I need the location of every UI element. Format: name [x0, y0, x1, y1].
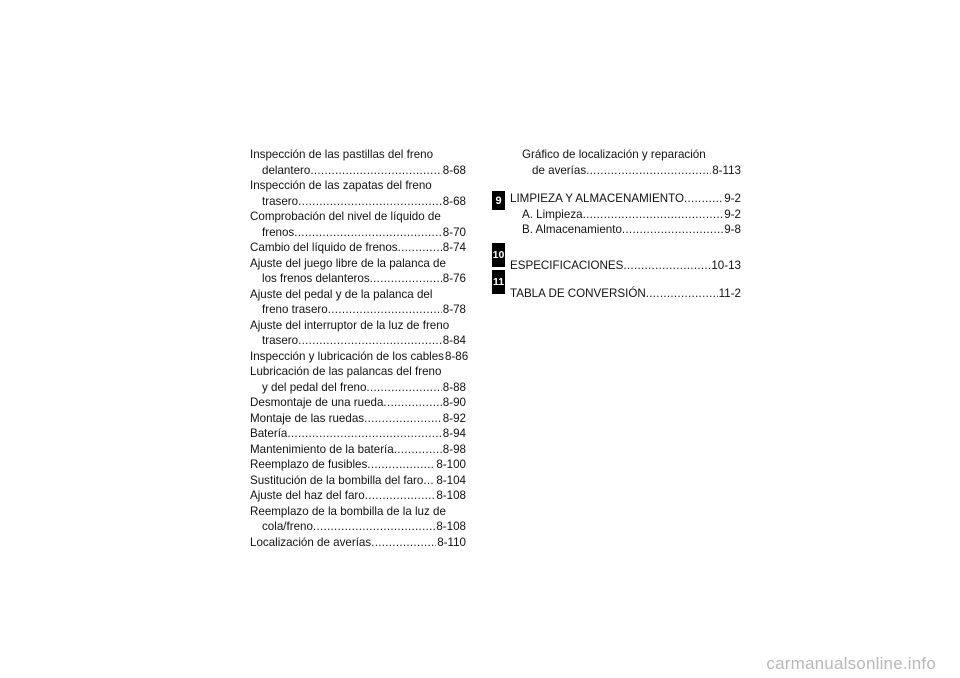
- page-number: 8-78: [442, 303, 466, 316]
- toc-entry[interactable]: Lubricación de las palancas del freno y del pedal del freno ..... 8-88: [250, 364, 466, 395]
- toc-entry[interactable]: Mantenimiento de la batería ..... 8-98: [250, 442, 466, 458]
- page-number: 8-88: [442, 380, 466, 394]
- page-number: 8-108: [436, 489, 466, 502]
- chapter-10-entry[interactable]: ESPECIFICACIONES ..... 10-13: [510, 258, 741, 274]
- toc-line: Inspección de las pastillas del freno: [250, 148, 434, 161]
- page-number: 8-84: [442, 334, 466, 347]
- toc-entry[interactable]: Inspección de las pastillas del freno delantero ..... 8-68: [250, 147, 466, 178]
- page-number: 8-86: [444, 349, 469, 363]
- toc-entry[interactable]: Ajuste del juego libre de la palanca de los frenos delanteros ..... 8-76: [250, 256, 466, 287]
- page-number: 10-13: [711, 258, 741, 272]
- page-number: 8-68: [442, 194, 466, 208]
- watermark: carmanualsonline.info: [766, 654, 936, 673]
- toc-entry-troubleshooting-chart[interactable]: Gráfico de localización y reparación de averías ..... 8-113: [510, 147, 741, 178]
- toc-right-column: [510, 147, 741, 302]
- chapter-tab-10[interactable]: 10: [492, 243, 505, 267]
- toc-entry[interactable]: Localización de averías ..... 8-110: [250, 535, 466, 551]
- page-number: 11-2: [718, 287, 741, 300]
- toc-left-column: [250, 147, 469, 550]
- chapter-9-entry[interactable]: LIMPIEZA Y ALMACENAMIENTO ..... 9-2 A. Limpieza ..... 9-2 B. Almacenamiento ..... 9-8: [510, 191, 741, 238]
- toc-entry[interactable]: Batería ..... 8-94: [250, 426, 466, 442]
- toc-entry[interactable]: Ajuste del pedal y de la palanca del freno trasero ..... 8-78: [250, 287, 466, 318]
- toc-sub-entry[interactable]: A. Limpieza ..... 9-2: [510, 207, 741, 223]
- page-number: 8-108: [436, 520, 466, 533]
- page-number: 9-2: [724, 192, 741, 205]
- toc-entry[interactable]: Montaje de las ruedas ..... 8-92: [250, 411, 466, 427]
- toc-sub-entry[interactable]: B. Almacenamiento ..... 9-8: [510, 222, 741, 238]
- page-number: 9-8: [724, 223, 741, 236]
- page-number: 8-98: [442, 442, 466, 456]
- page-number: 8-110: [437, 535, 466, 549]
- toc-entry[interactable]: Ajuste del interruptor de la luz de freno trasero ..... 8-84: [250, 318, 466, 349]
- toc-entry[interactable]: Sustitución de la bombilla del faro ..... 8-104: [250, 473, 466, 489]
- toc-entry[interactable]: Inspección y lubricación de los cables 8-86: [250, 349, 469, 363]
- page-number: 8-104: [436, 473, 466, 487]
- page-number: 8-68: [442, 163, 466, 177]
- chapter-tab-11[interactable]: 11: [492, 270, 505, 294]
- page-number: 8-74: [442, 241, 466, 254]
- chapter-11-entry[interactable]: TABLA DE CONVERSIÓN ..... 11-2: [510, 286, 741, 302]
- page-number: 8-100: [436, 458, 466, 471]
- page-number: 9-2: [724, 207, 741, 221]
- toc-entry[interactable]: Reemplazo de fusibles ..... 8-100: [250, 457, 466, 473]
- page-number: 8-113: [712, 163, 741, 177]
- page-number: 8-70: [442, 225, 466, 239]
- toc-entry[interactable]: Inspección de las zapatas del freno trasero ..... 8-68: [250, 178, 466, 209]
- toc-entry[interactable]: Comprobación del nivel de líquido de frenos ..... 8-70: [250, 209, 466, 240]
- chapter-tab-9[interactable]: 9: [492, 191, 505, 210]
- toc-entry[interactable]: Ajuste del haz del faro ..... 8-108: [250, 488, 466, 504]
- toc-entry[interactable]: Cambio del líquido de frenos ..... 8-74: [250, 240, 466, 256]
- page-number: 8-90: [442, 396, 466, 409]
- page-number: 8-92: [442, 411, 466, 425]
- page-number: 8-94: [442, 427, 466, 440]
- page-number: 8-76: [442, 272, 466, 285]
- toc-entry[interactable]: Desmontaje de una rueda ..... 8-90: [250, 395, 466, 411]
- toc-entry[interactable]: Reemplazo de la bombilla de la luz de cola/freno ..... 8-108: [250, 504, 466, 535]
